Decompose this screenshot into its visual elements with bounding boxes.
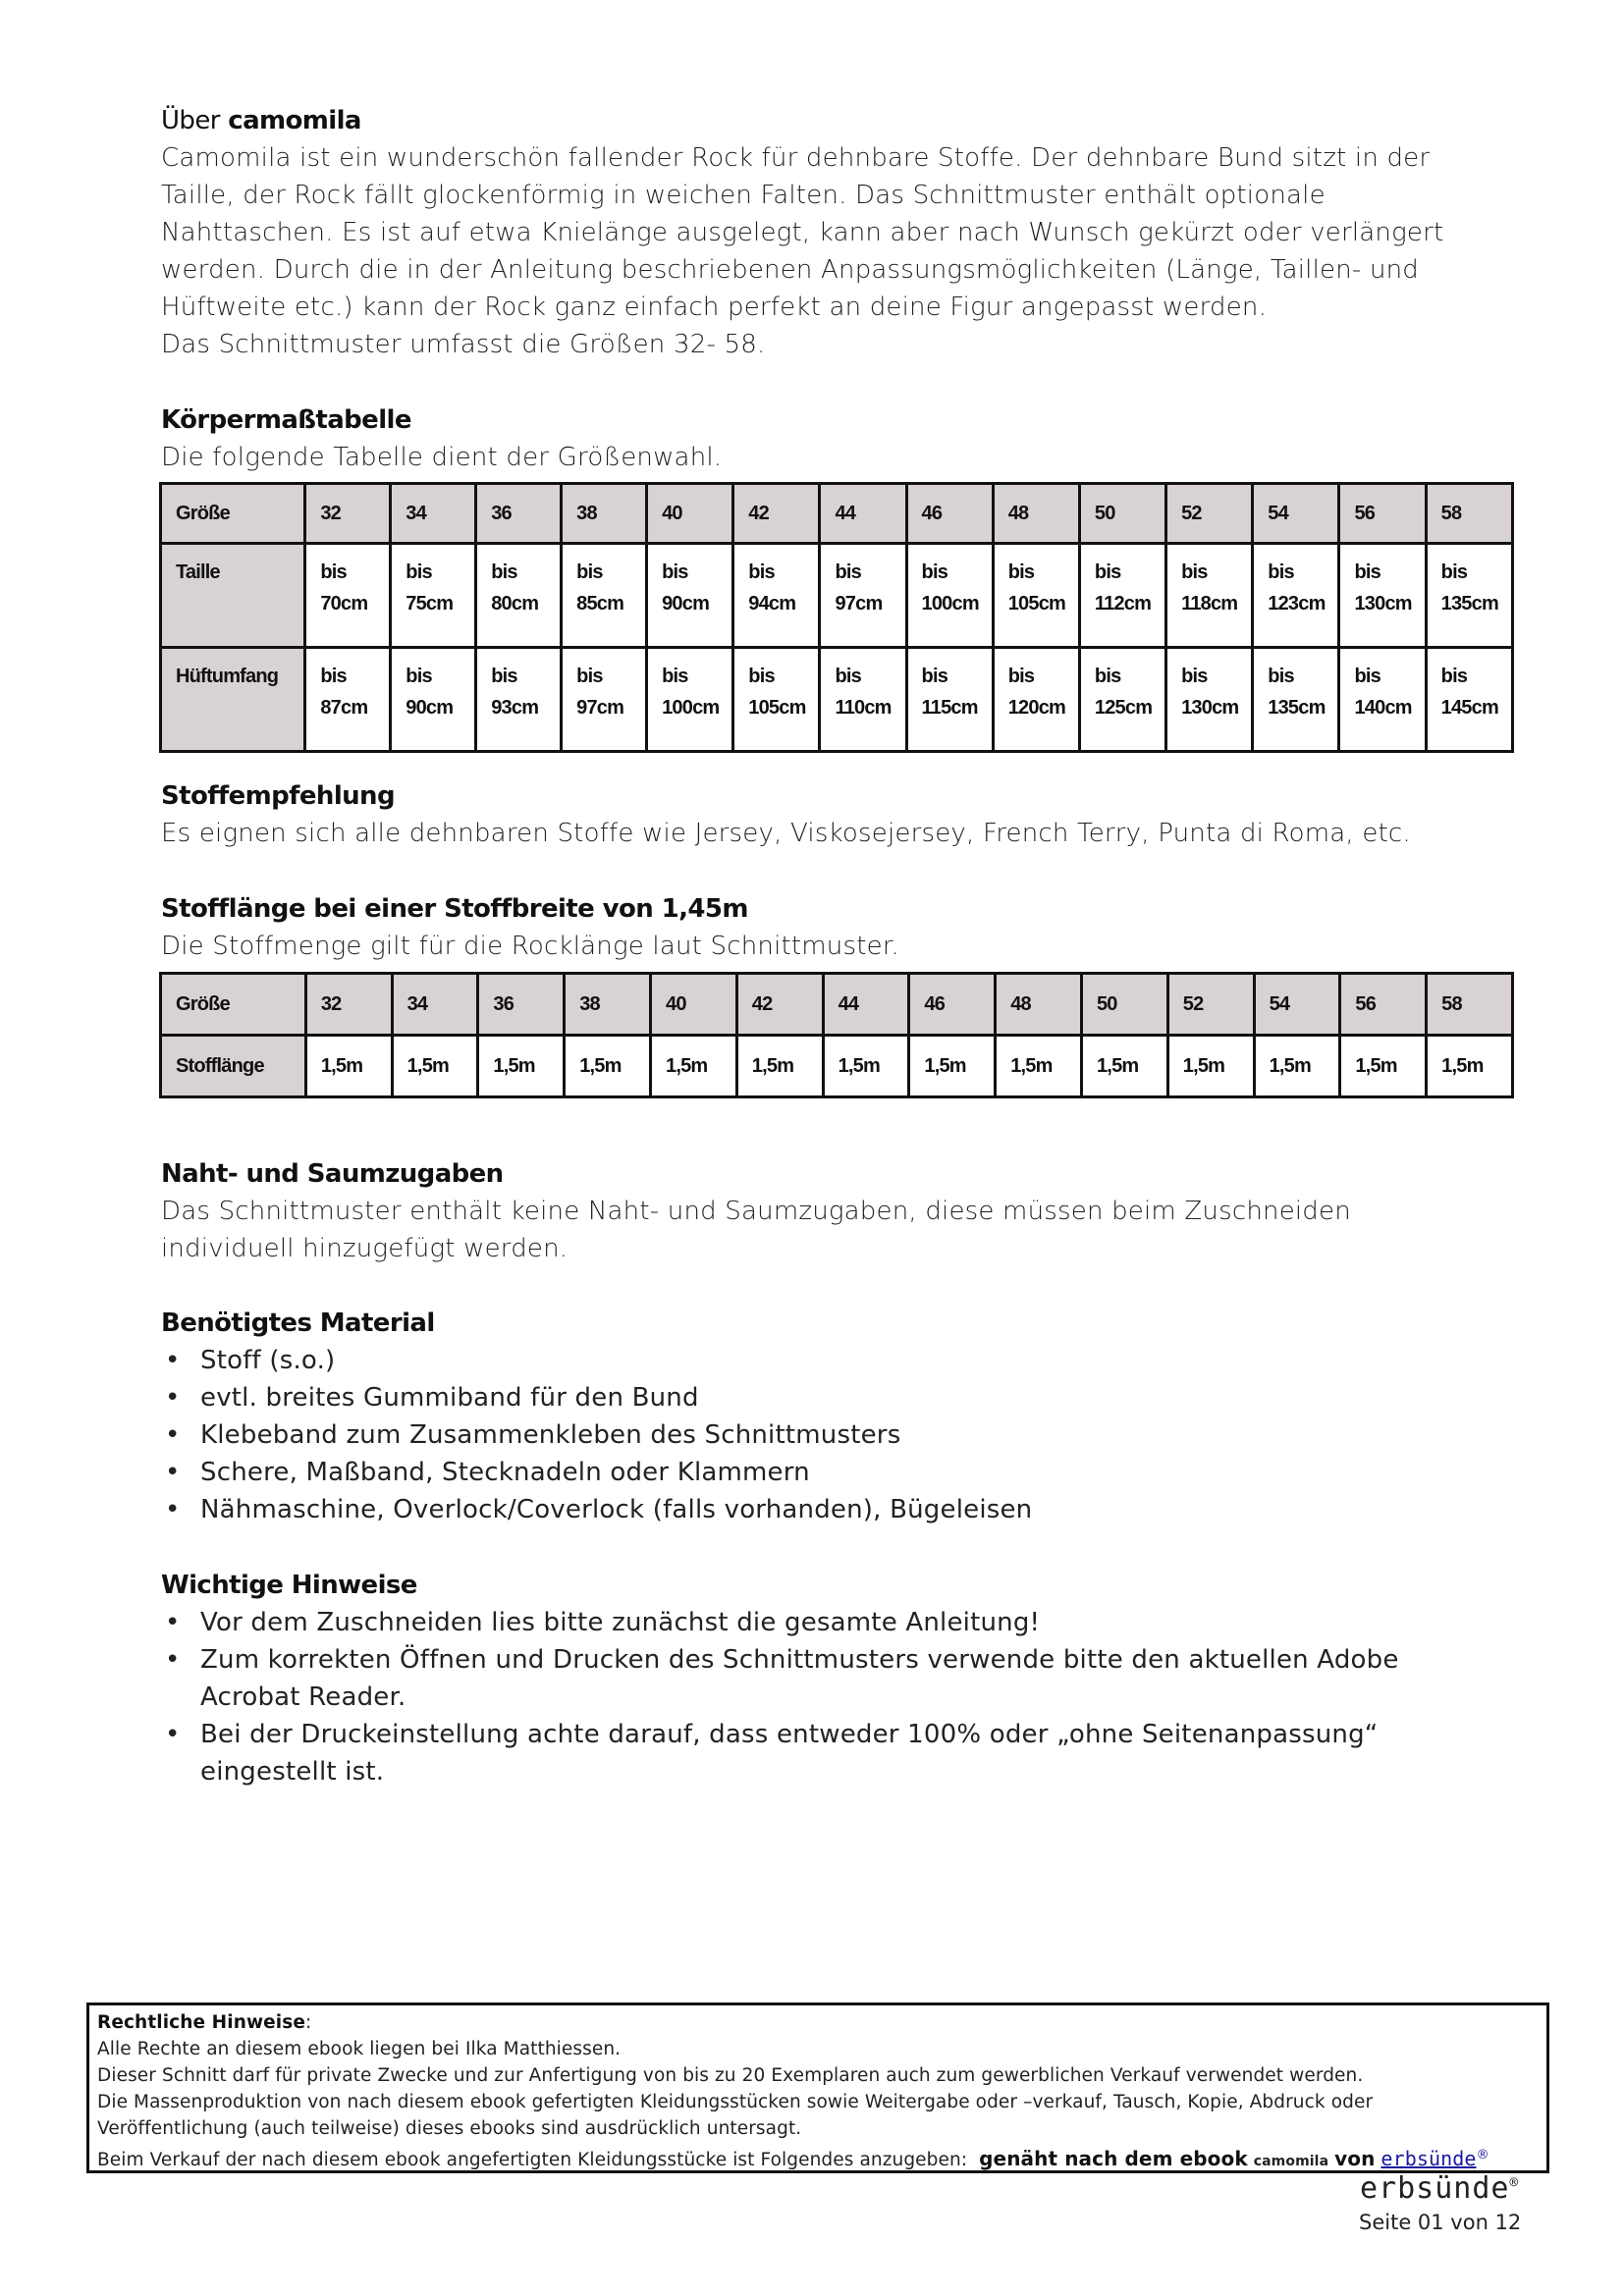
cell-prefix: bis xyxy=(1007,561,1035,583)
cell-prefix: bis xyxy=(1440,666,1468,687)
cell-value: 118cm xyxy=(1181,593,1238,614)
measurement-cell xyxy=(906,648,993,752)
note-item-line: Acrobat Reader. xyxy=(200,1682,406,1712)
measurement-cell xyxy=(820,648,906,752)
material-item-text: evtl. breites Gummiband für den Bund xyxy=(200,1383,699,1413)
measurement-cell xyxy=(305,544,391,648)
notes-section xyxy=(161,1567,1536,1790)
cell-value: 80cm xyxy=(491,593,539,614)
fabric-length-cell: 1,5m xyxy=(1340,1036,1427,1097)
note-item-line: Bei der Druckeinstellung achte darauf, dass entweder 100% oder „ohne Seitenanpassung“ xyxy=(200,1720,1379,1749)
seam-line: Das Schnittmuster enthält keine Naht- und Saumzugaben, diese müssen beim Zuschneiden xyxy=(161,1197,1351,1226)
size-header-cell: 42 xyxy=(736,974,823,1036)
legal-credit-line xyxy=(97,2142,1546,2175)
cell-prefix: bis xyxy=(1268,666,1294,687)
size-header-cell: 48 xyxy=(993,484,1079,544)
about-line: Das Schnittmuster umfasst die Größen 32- 58. xyxy=(161,330,766,359)
measurement-cell xyxy=(476,544,562,648)
cell-value: 90cm xyxy=(662,593,710,614)
fabric-length-cell: 1,5m xyxy=(478,1036,565,1097)
row-label-fabric-length: Stofflänge xyxy=(161,1036,306,1097)
size-header-cell: 36 xyxy=(478,974,565,1036)
size-header-cell: 54 xyxy=(1253,484,1339,544)
cell-value: 123cm xyxy=(1268,593,1326,614)
cell-value: 112cm xyxy=(1094,593,1152,614)
registered-mark: ® xyxy=(1476,2148,1489,2163)
size-header-cell: 40 xyxy=(651,974,737,1036)
measurement-cell xyxy=(1079,648,1165,752)
page-number: Seite 01 von 12 xyxy=(1359,2211,1522,2234)
size-header-cell: 46 xyxy=(906,484,993,544)
bullet-icon: • xyxy=(165,1383,181,1413)
cell-value: 93cm xyxy=(491,697,539,719)
erbsuende-link[interactable]: erbsünde xyxy=(1380,2147,1477,2171)
measurement-cell xyxy=(1426,648,1512,752)
cell-prefix: bis xyxy=(662,561,688,583)
measurement-cell xyxy=(993,544,1079,648)
size-header-label: Größe xyxy=(161,974,306,1036)
cell-value: 75cm xyxy=(406,593,454,614)
measurement-cell xyxy=(733,648,820,752)
cell-prefix: bis xyxy=(921,666,948,687)
material-item-text: Klebeband zum Zusammenkleben des Schnittmusters xyxy=(200,1420,901,1450)
table-row-hip xyxy=(161,648,1513,752)
cell-prefix: bis xyxy=(1181,666,1208,687)
fabric-length-cell: 1,5m xyxy=(909,1036,996,1097)
cell-prefix: bis xyxy=(748,561,775,583)
size-header-cell: 34 xyxy=(392,974,478,1036)
legal-line: Die Massenproduktion von nach diesem ebook gefertigten Kleidungsstücken sowie Weitergabe oder –verkauf, Tausch, Kopie, Abdruck oder xyxy=(97,2092,1374,2112)
about-line: Nahttaschen. Es ist auf etwa Knielänge ausgelegt, kann aber nach Wunsch gekürzt oder verlängert xyxy=(161,218,1444,247)
size-header-cell: 58 xyxy=(1426,484,1512,544)
cell-prefix: bis xyxy=(1007,666,1035,687)
cell-value: 115cm xyxy=(921,697,978,719)
about-heading xyxy=(161,102,1536,139)
cell-value: 110cm xyxy=(835,697,892,719)
materials-section xyxy=(161,1305,1536,1528)
legal-heading-text: Rechtliche Hinweise xyxy=(97,2012,306,2033)
measurement-cell xyxy=(476,648,562,752)
notes-heading: Wichtige Hinweise xyxy=(161,1571,417,1600)
bullet-icon: • xyxy=(165,1645,181,1675)
size-header-cell: 58 xyxy=(1427,974,1513,1036)
note-item-line: eingestellt ist. xyxy=(200,1757,385,1787)
cell-value: 105cm xyxy=(748,697,806,719)
erbsuende-logo xyxy=(1360,2171,1519,2206)
material-item xyxy=(161,1416,1536,1454)
measurement-cell xyxy=(820,544,906,648)
bullet-icon: • xyxy=(165,1420,181,1450)
cell-value: 130cm xyxy=(1181,697,1239,719)
measurement-cell xyxy=(1339,648,1426,752)
material-item xyxy=(161,1342,1536,1379)
fabric-length-section xyxy=(161,890,1536,965)
cell-value: 97cm xyxy=(835,593,883,614)
material-item-text: Nähmaschine, Overlock/Coverlock (falls vorhanden), Bügeleisen xyxy=(200,1495,1033,1524)
cell-value: 97cm xyxy=(576,697,624,719)
seam-line: individuell hinzugefügt werden. xyxy=(161,1234,568,1263)
about-line: Taille, der Rock fällt glockenförmig in weichen Falten. Das Schnittmuster enthält optionale xyxy=(161,181,1326,210)
fabric-section xyxy=(161,777,1536,852)
note-item-line: Zum korrekten Öffnen und Drucken des Schnittmusters verwende bitte den aktuellen Adobe xyxy=(200,1645,1399,1675)
size-header-cell: 32 xyxy=(305,974,392,1036)
cell-value: 135cm xyxy=(1440,593,1498,614)
cell-prefix: bis xyxy=(491,666,517,687)
seam-section xyxy=(161,1155,1536,1267)
bullet-icon: • xyxy=(165,1720,181,1749)
measurement-cell xyxy=(1339,544,1426,648)
size-header-cell: 50 xyxy=(1079,484,1165,544)
size-header-cell: 56 xyxy=(1340,974,1427,1036)
size-header-cell: 54 xyxy=(1254,974,1340,1036)
fabric-length-cell: 1,5m xyxy=(1167,1036,1254,1097)
fabric-text: Es eignen sich alle dehnbaren Stoffe wie Jersey, Viskosejersey, French Terry, Punta di Roma, etc. xyxy=(161,819,1411,848)
measurement-cell xyxy=(1166,648,1253,752)
measurement-cell xyxy=(647,648,733,752)
note-item-line: Vor dem Zuschneiden lies bitte zunächst die gesamte Anleitung! xyxy=(200,1608,1041,1637)
measurement-cell xyxy=(562,544,647,648)
material-item xyxy=(161,1454,1536,1491)
table-row-waist xyxy=(161,544,1513,648)
cell-value: 135cm xyxy=(1268,697,1326,719)
material-item xyxy=(161,1379,1536,1416)
measurement-cell xyxy=(1166,544,1253,648)
cell-prefix: bis xyxy=(835,666,861,687)
cell-value: 94cm xyxy=(748,593,796,614)
size-header-cell: 50 xyxy=(1081,974,1167,1036)
cell-prefix: bis xyxy=(576,666,603,687)
cell-prefix: bis xyxy=(320,561,347,583)
legal-notice-box xyxy=(86,2002,1549,2173)
body-table-heading: Körpermaßtabelle xyxy=(161,405,411,435)
bullet-icon: • xyxy=(165,1608,181,1637)
measurement-cell xyxy=(1253,648,1339,752)
bullet-icon: • xyxy=(165,1495,181,1524)
table-row-fabric-length xyxy=(161,1036,1513,1097)
measurement-cell xyxy=(906,544,993,648)
note-item xyxy=(161,1641,1536,1716)
table-header-row xyxy=(161,974,1513,1036)
body-table-subtitle: Die folgende Tabelle dient der Größenwahl. xyxy=(161,443,723,472)
legal-credit-bold: genäht nach dem ebook xyxy=(979,2147,1248,2171)
size-header-cell: 56 xyxy=(1339,484,1426,544)
material-item-text: Schere, Maßband, Stecknadeln oder Klammern xyxy=(200,1458,810,1487)
cell-prefix: bis xyxy=(576,561,603,583)
fabric-length-cell: 1,5m xyxy=(823,1036,909,1097)
cell-prefix: bis xyxy=(748,666,775,687)
cell-prefix: bis xyxy=(921,561,948,583)
size-header-cell: 36 xyxy=(476,484,562,544)
cell-prefix: bis xyxy=(406,666,432,687)
size-header-label: Größe xyxy=(161,484,305,544)
measurement-cell xyxy=(1253,544,1339,648)
measurement-cell xyxy=(391,648,476,752)
measurement-cell xyxy=(305,648,391,752)
cell-value: 85cm xyxy=(576,593,624,614)
cell-value: 125cm xyxy=(1094,697,1153,719)
body-measurement-table xyxy=(159,482,1514,753)
size-header-cell: 38 xyxy=(565,974,651,1036)
seam-heading: Naht- und Saumzugaben xyxy=(161,1159,504,1189)
materials-heading: Benötigtes Material xyxy=(161,1308,435,1338)
fabric-length-table xyxy=(159,972,1514,1098)
cell-value: 90cm xyxy=(406,697,454,719)
logo-registered-mark: ® xyxy=(1509,2175,1519,2191)
fabric-length-cell: 1,5m xyxy=(565,1036,651,1097)
about-line: Camomila ist ein wunderschön fallender Rock für dehnbare Stoffe. Der dehnbare Bund sitzt in der xyxy=(161,143,1431,173)
cell-value: 120cm xyxy=(1007,697,1065,719)
cell-value: 100cm xyxy=(921,593,979,614)
cell-prefix: bis xyxy=(1354,666,1380,687)
size-header-cell: 32 xyxy=(305,484,391,544)
legal-line: Dieser Schnitt darf für private Zwecke und zur Anfertigung von bis zu 20 Exemplaren auch zum gewerblichen Verkauf verwendet werden. xyxy=(97,2065,1364,2086)
cell-value: 145cm xyxy=(1440,697,1498,719)
note-item xyxy=(161,1604,1536,1641)
fabric-length-cell: 1,5m xyxy=(736,1036,823,1097)
cell-prefix: bis xyxy=(835,561,861,583)
material-item xyxy=(161,1491,1536,1528)
bullet-icon: • xyxy=(165,1346,181,1375)
legal-line: Veröffentlichung (auch teilweise) dieses ebooks sind ausdrücklich untersagt. xyxy=(97,2118,802,2139)
fabric-length-subtitle: Die Stoffmenge gilt für die Rocklänge laut Schnittmuster. xyxy=(161,932,899,961)
fabric-length-cell: 1,5m xyxy=(1254,1036,1340,1097)
about-heading-name: camomila xyxy=(228,106,361,135)
legal-heading xyxy=(97,2009,1546,2036)
notes-list xyxy=(161,1604,1536,1790)
fabric-length-heading: Stofflänge bei einer Stoffbreite von 1,45m xyxy=(161,894,748,924)
cell-value: 100cm xyxy=(662,697,720,719)
measurement-cell xyxy=(993,648,1079,752)
size-header-cell: 38 xyxy=(562,484,647,544)
logo-text: erbsünde xyxy=(1360,2171,1510,2206)
fabric-length-cell: 1,5m xyxy=(392,1036,478,1097)
cell-prefix: bis xyxy=(320,666,347,687)
legal-credit-name: camomila xyxy=(1253,2154,1329,2170)
note-item xyxy=(161,1716,1536,1790)
fabric-length-cell: 1,5m xyxy=(305,1036,392,1097)
measurement-cell xyxy=(562,648,647,752)
fabric-length-cell: 1,5m xyxy=(1081,1036,1167,1097)
cell-prefix: bis xyxy=(662,666,688,687)
row-label-hip: Hüftumfang xyxy=(161,648,305,752)
legal-heading-colon: : xyxy=(305,2012,312,2033)
measurement-cell xyxy=(1426,544,1512,648)
materials-list xyxy=(161,1342,1536,1528)
size-header-cell: 52 xyxy=(1166,484,1253,544)
about-line: Hüftweite etc.) kann der Rock ganz einfach perfekt an deine Figur angepasst werden. xyxy=(161,293,1268,322)
cell-value: 87cm xyxy=(320,697,368,719)
size-header-cell: 44 xyxy=(823,974,909,1036)
body-table-section xyxy=(161,401,1536,476)
cell-prefix: bis xyxy=(406,561,432,583)
fabric-length-cell: 1,5m xyxy=(651,1036,737,1097)
size-header-cell: 52 xyxy=(1167,974,1254,1036)
legal-credit-prefix: Beim Verkauf der nach diesem ebook angefertigten Kleidungsstücke ist Folgendes anzugeben: xyxy=(97,2150,968,2171)
cell-prefix: bis xyxy=(491,561,517,583)
fabric-length-cell: 1,5m xyxy=(1427,1036,1513,1097)
size-header-cell: 48 xyxy=(996,974,1082,1036)
table-header-row xyxy=(161,484,1513,544)
measurement-cell xyxy=(391,544,476,648)
legal-credit-von: von xyxy=(1334,2147,1376,2171)
material-item-text: Stoff (s.o.) xyxy=(200,1346,336,1375)
cell-value: 130cm xyxy=(1354,593,1412,614)
size-header-cell: 42 xyxy=(733,484,820,544)
cell-prefix: bis xyxy=(1268,561,1294,583)
about-heading-prefix: Über xyxy=(161,106,220,135)
cell-prefix: bis xyxy=(1181,561,1208,583)
cell-prefix: bis xyxy=(1094,561,1121,583)
cell-value: 105cm xyxy=(1007,593,1065,614)
cell-prefix: bis xyxy=(1354,561,1380,583)
cell-prefix: bis xyxy=(1440,561,1468,583)
cell-prefix: bis xyxy=(1094,666,1121,687)
size-header-cell: 44 xyxy=(820,484,906,544)
size-header-cell: 40 xyxy=(647,484,733,544)
measurement-cell xyxy=(733,544,820,648)
fabric-length-cell: 1,5m xyxy=(996,1036,1082,1097)
size-header-cell: 34 xyxy=(391,484,476,544)
legal-line: Alle Rechte an diesem ebook liegen bei Ilka Matthiessen. xyxy=(97,2039,622,2059)
measurement-cell xyxy=(647,544,733,648)
measurement-cell xyxy=(1079,544,1165,648)
cell-value: 140cm xyxy=(1354,697,1412,719)
size-header-cell: 46 xyxy=(909,974,996,1036)
about-section xyxy=(161,102,1536,363)
about-line: werden. Durch die in der Anleitung beschriebenen Anpassungsmöglichkeiten (Länge, Taillen- und xyxy=(161,255,1420,285)
row-label-waist: Taille xyxy=(161,544,305,648)
bullet-icon: • xyxy=(165,1458,181,1487)
cell-value: 70cm xyxy=(320,593,368,614)
fabric-heading: Stoffempfehlung xyxy=(161,781,395,811)
